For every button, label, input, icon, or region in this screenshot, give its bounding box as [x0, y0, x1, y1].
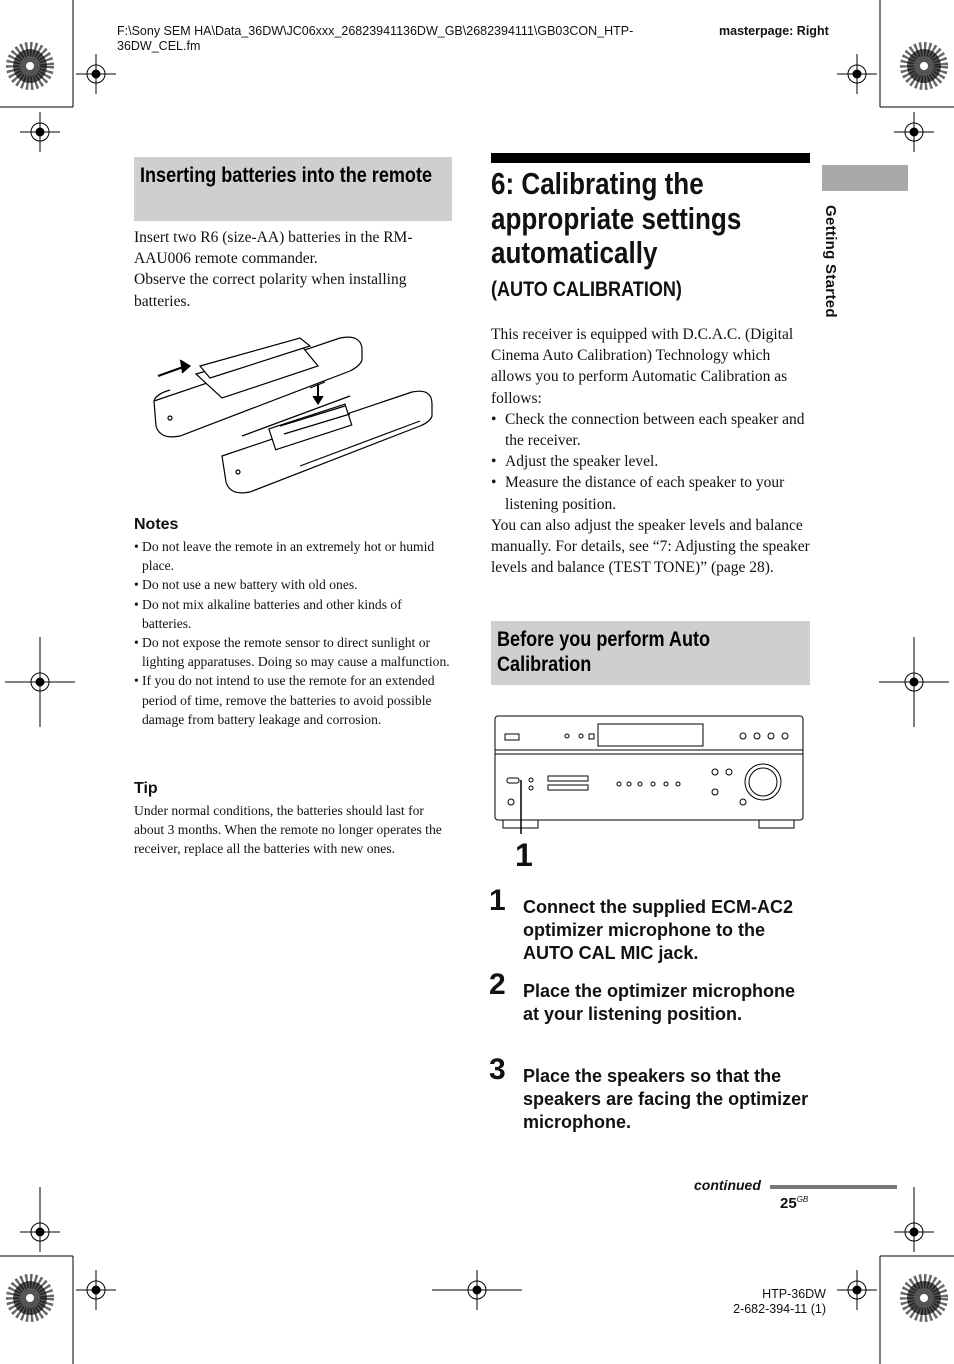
before-heading: Before you perform Auto Calibration — [497, 628, 711, 676]
receiver-front-panel-illustration — [493, 714, 805, 834]
title-rule — [491, 153, 810, 163]
tip-title: Tip — [134, 780, 158, 797]
notes-list — [134, 537, 452, 729]
calibration-body — [491, 324, 813, 578]
tip-text: Under normal conditions, the batteries should last for about 3 months. When the remote no longer operates the receiver, replace all the batteries with new ones. — [134, 803, 442, 857]
page-subtitle: (AUTO CALIBRATION) — [491, 278, 682, 301]
step-3-text: Place the speakers so that the speakers are facing the optimizer microphone. — [523, 1066, 809, 1132]
model-number: HTP-36DW — [762, 1287, 826, 1301]
page-title: 6: Calibrating the appropriate settings automatically — [491, 166, 742, 270]
continued-rule — [770, 1185, 897, 1189]
batteries-heading-box — [134, 157, 452, 221]
bullet-item: • Adjust the speaker level. — [491, 451, 813, 472]
manual-adjust-text: You can also adjust the speaker levels and balance manually. For details, see “7: Adjusting the speaker levels and balance (TEST TONE)” (page 28). — [491, 516, 810, 577]
intro-line-2: Observe the correct polarity when installing batteries. — [134, 271, 407, 310]
step-2-text: Place the optimizer microphone at your listening position. — [523, 981, 796, 1024]
note-item: • Do not use a new battery with old ones. — [134, 575, 452, 594]
part-number: 2-682-394-11 (1) — [733, 1302, 826, 1316]
page-number — [780, 1195, 808, 1212]
side-tab-label: Getting Started — [822, 205, 839, 318]
bullet-item: • Check the connection between each speaker and the receiver. — [491, 409, 813, 451]
note-item: • Do not mix alkaline batteries and other kinds of batteries. — [134, 595, 452, 633]
bullet-item: • Measure the distance of each speaker to your listening position. — [491, 472, 813, 514]
intro-line-1: Insert two R6 (size-AA) batteries in the RM-AAU006 remote commander. — [134, 229, 413, 268]
step-2-number: 2 — [489, 968, 506, 1001]
file-path-header: F:\Sony SEM HA\Data_36DW\JC06xxx_26823941136DW_GB\2682394111\GB03CON_HTP-36DW_CEL.fm — [117, 24, 634, 53]
page-number-value: 25 — [780, 1195, 797, 1212]
section-tab-marker — [822, 165, 908, 191]
batteries-intro — [134, 227, 452, 312]
document-footer — [724, 1287, 826, 1317]
step-1-text: Connect the supplied ECM-AC2 optimizer microphone to the AUTO CAL MIC jack. — [523, 897, 794, 963]
continued-label: continued — [694, 1177, 761, 1193]
notes-title: Notes — [134, 516, 179, 533]
before-heading-box — [491, 621, 810, 685]
note-item: • Do not leave the remote in an extremely hot or humid place. — [134, 537, 452, 575]
calibration-intro: This receiver is equipped with D.C.A.C. (Digital Cinema Auto Calibration) Technology which allows you to perform Automatic Calibration as follows: — [491, 326, 794, 407]
page-number-suffix: GB — [796, 1195, 809, 1204]
note-item: • If you do not intend to use the remote for an extended period of time, remove the batteries to avoid possible damage from battery leakage and corrosion. — [134, 671, 452, 729]
masterpage-label: masterpage: Right — [719, 24, 829, 38]
remote-battery-illustration — [150, 326, 440, 501]
batteries-heading: Inserting batteries into the remote — [140, 164, 433, 187]
step-3-number: 3 — [489, 1053, 506, 1086]
figure-callout-number: 1 — [515, 837, 533, 873]
note-item: • Do not expose the remote sensor to direct sunlight or lighting apparatuses. Doing so may cause a malfunction. — [134, 633, 452, 671]
calibration-bullets — [491, 409, 813, 515]
step-1-number: 1 — [489, 884, 506, 917]
